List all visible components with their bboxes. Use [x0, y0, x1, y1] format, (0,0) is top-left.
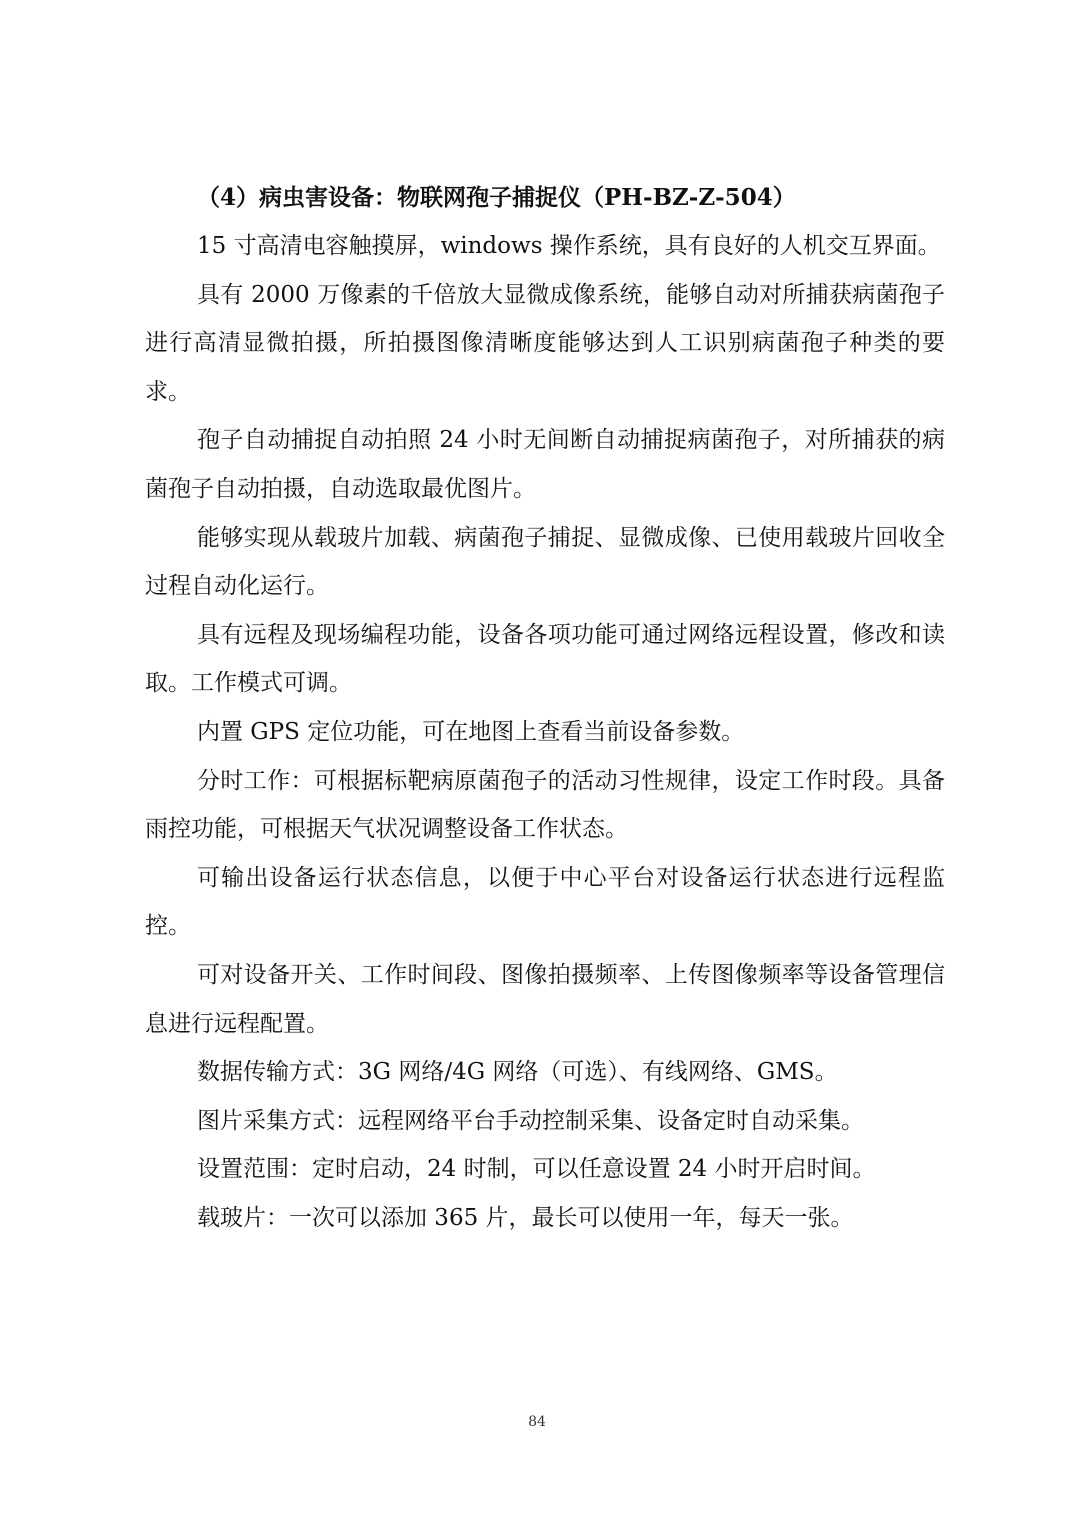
page-number: 84 — [528, 1414, 546, 1430]
paragraph-setting-range: 设置范围：定时启动，24 时制，可以任意设置 24 小时开启时间。 — [197, 1156, 876, 1183]
paragraph-touchscreen: 15 寸高清电容触摸屏，windows 操作系统，具有良好的人机交互界面。 — [197, 233, 941, 259]
paragraph-data-transfer: 数据传输方式：3G 网络/4G 网络（可选）、有线网络、GMS。 — [197, 1059, 838, 1086]
paragraph-image-collection: 图片采集方式：远程网络平台手动控制采集、设备定时自动采集。 — [197, 1107, 864, 1134]
paragraph-remote-programming: 具有远程及现场编程功能，设备各项功能可通过网络远程设置，修改和读取。工作模式可调。 — [145, 621, 945, 697]
paragraph-automation: 能够实现从载玻片加载、病菌孢子捕捉、显微成像、已使用载玻片回收全过程自动化运行。 — [145, 524, 945, 600]
paragraph-slides: 载玻片：一次可以添加 365 片，最长可以使用一年，每天一张。 — [197, 1204, 854, 1231]
paragraph-auto-capture: 孢子自动捕捉自动拍照 24 小时无间断自动捕捉病菌孢子，对所捕获的病菌孢子自动拍摄，自动选取最优图片。 — [145, 427, 945, 502]
paragraph-remote-config: 可对设备开关、工作时间段、图像拍摄频率、上传图像频率等设备管理信息进行远程配置。 — [145, 961, 945, 1037]
document-body — [145, 174, 945, 1242]
paragraph-gps: 内置 GPS 定位功能，可在地图上查看当前设备参数。 — [197, 718, 745, 745]
paragraph-timed-work: 分时工作：可根据标靶病原菌孢子的活动习性规律，设定工作时段。具备雨控功能，可根据天气状况调整设备工作状态。 — [145, 767, 945, 843]
section-heading: （4）病虫害设备：物联网孢子捕捉仪（PH-BZ-Z-504） — [197, 184, 796, 211]
paragraph-status-output: 可输出设备运行状态信息，以便于中心平台对设备运行状态进行远程监控。 — [145, 864, 945, 940]
paragraph-microscopy: 具有 2000 万像素的千倍放大显微成像系统，能够自动对所捕获病菌孢子进行高清显微拍摄，所拍摄图像清晰度能够达到人工识别病菌孢子种类的要求。 — [145, 281, 945, 405]
